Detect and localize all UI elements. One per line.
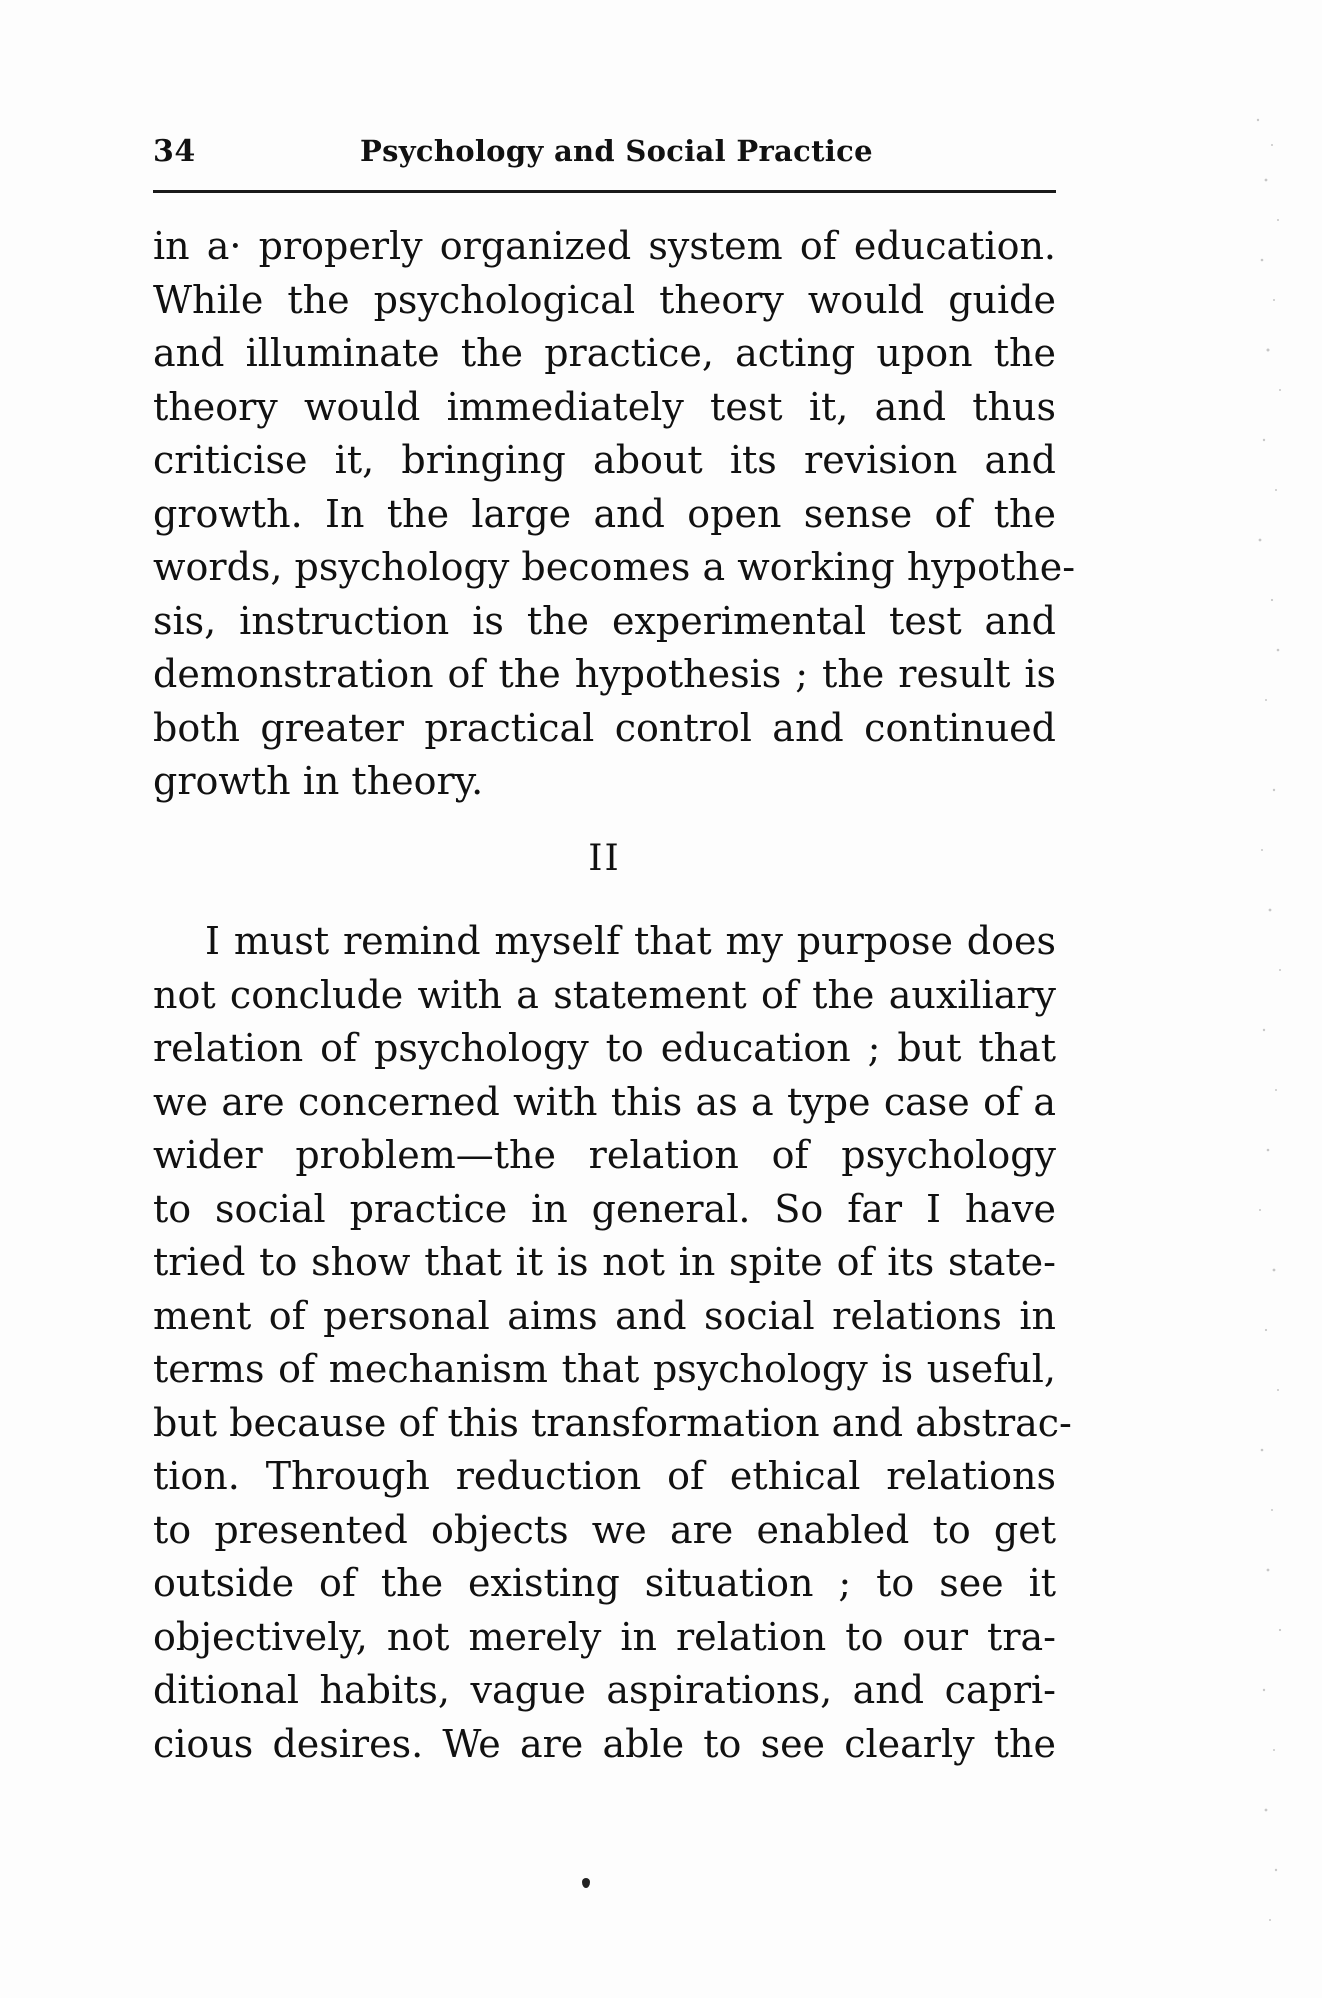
text-line: to presented objects we are enabled to get [153,1507,1056,1552]
text-line: criticise it, bringing about its revision and [153,438,1056,482]
text-line: words, psychology becomes a working hypothe- [153,545,1076,589]
text-line: to social practice in general. So far I have [153,1186,1056,1231]
text-line: While the psychological theory would guide [153,277,1056,322]
text-line: and illuminate the practice, acting upon the [153,331,1056,375]
running-title: Psychology and Social Practice [360,134,873,168]
page-number: 34 [153,134,196,169]
text-line: in a· properly organized system of education. [153,224,1056,268]
text-line: cious desires. We are able to see clearly the [153,1721,1056,1766]
text-line: demonstration of the hypothesis ; the result is [153,652,1056,696]
text-line: both greater practical control and continued [153,705,1056,750]
text-line: ditional habits, vague aspirations, and capri- [153,1668,1056,1712]
text-line: ment of personal aims and social relations in [153,1293,1056,1338]
text-line: wider problem—the relation of psychology [153,1133,1056,1177]
page-header [153,128,1056,188]
section-heading: II [588,838,621,879]
paragraph-1 [153,220,1076,809]
text-line: we are concerned with this as a type case of a [153,1079,1056,1124]
text-line: sis, instruction is the experimental test and [153,598,1056,643]
header-rule [153,190,1056,193]
text-line: growth. In the large and open sense of the [153,491,1056,536]
text-line: tried to show that it is not in spite of its state- [153,1240,1056,1284]
text-line: tion. Through reduction of ethical relations [153,1454,1056,1498]
text-line: not conclude with a statement of the auxiliary [153,972,1056,1017]
text-line: theory would immediately test it, and thus [153,384,1056,429]
text-line: relation of psychology to education ; but that [153,1026,1056,1070]
text-line: outside of the existing situation ; to see it [153,1561,1056,1605]
paragraph-2 [153,915,1072,1771]
text-line: I must remind myself that my purpose does [205,919,1056,963]
ink-speck [582,1878,590,1888]
text-line: terms of mechanism that psychology is useful, [153,1347,1056,1391]
scan-edge-noise [1238,90,1300,1960]
text-line: but because of this transformation and abstrac- [153,1400,1072,1445]
text-line: growth in theory. [153,759,484,803]
text-line: objectively, not merely in relation to our tra- [153,1614,1056,1659]
